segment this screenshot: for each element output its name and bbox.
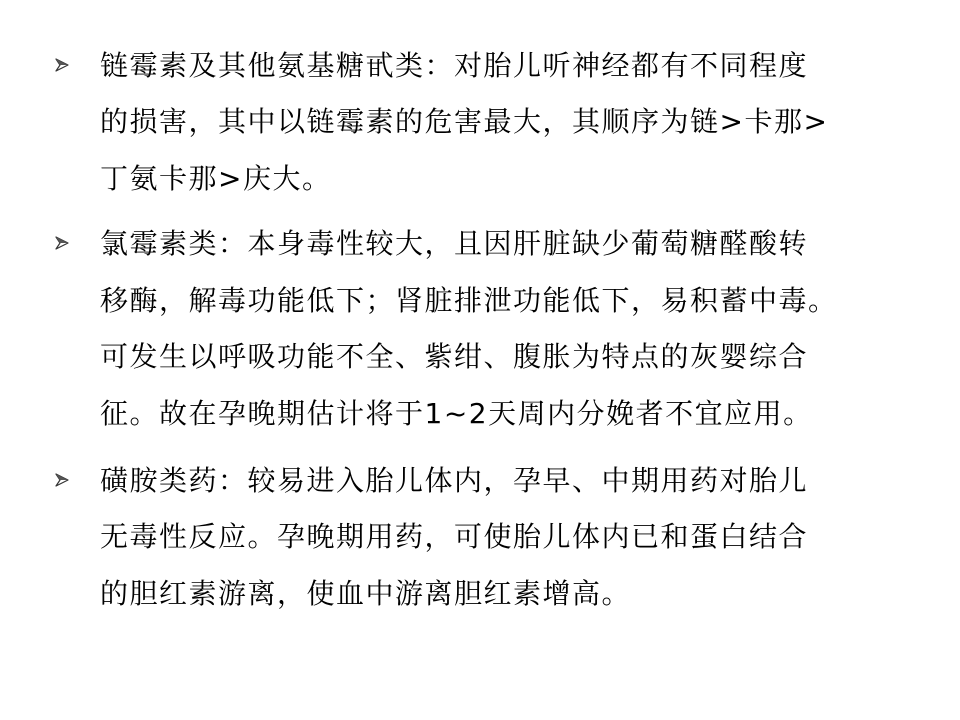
bullet-line: 征。故在孕晚期估计将于1~2天周内分娩者不宜应用。 (100, 397, 813, 430)
bullet-line: 的胆红素游离，使血中游离胆红素增高。 (100, 577, 632, 610)
bullet-line: 链霉素及其他氨基糖甙类：对胎儿听神经都有不同程度 (100, 49, 809, 82)
bullet-line: 丁氨卡那>庆大。 (100, 162, 332, 195)
bullet-line: 氯霉素类：本身毒性较大，且因肝脏缺少葡萄糖醛酸转 (100, 227, 809, 260)
bullet-line: 磺胺类药：较易进入胎儿体内，孕早、中期用药对胎儿 (100, 464, 809, 497)
bullet-line: 无毒性反应。孕晚期用药，可使胎儿体内已和蛋白结合 (100, 520, 809, 553)
bullet-line: 的损害，其中以链霉素的危害最大，其顺序为链>卡那> (100, 105, 829, 138)
arrowhead-bullet-icon (55, 236, 69, 250)
bullet-line: 可发生以呼吸功能不全、紫绀、腹胀为特点的灰婴综合 (100, 340, 809, 373)
arrowhead-bullet-icon (55, 473, 69, 487)
arrowhead-bullet-icon (55, 58, 69, 72)
bullet-line: 移酶，解毒功能低下；肾脏排泄功能低下，易积蓄中毒。 (100, 284, 838, 317)
